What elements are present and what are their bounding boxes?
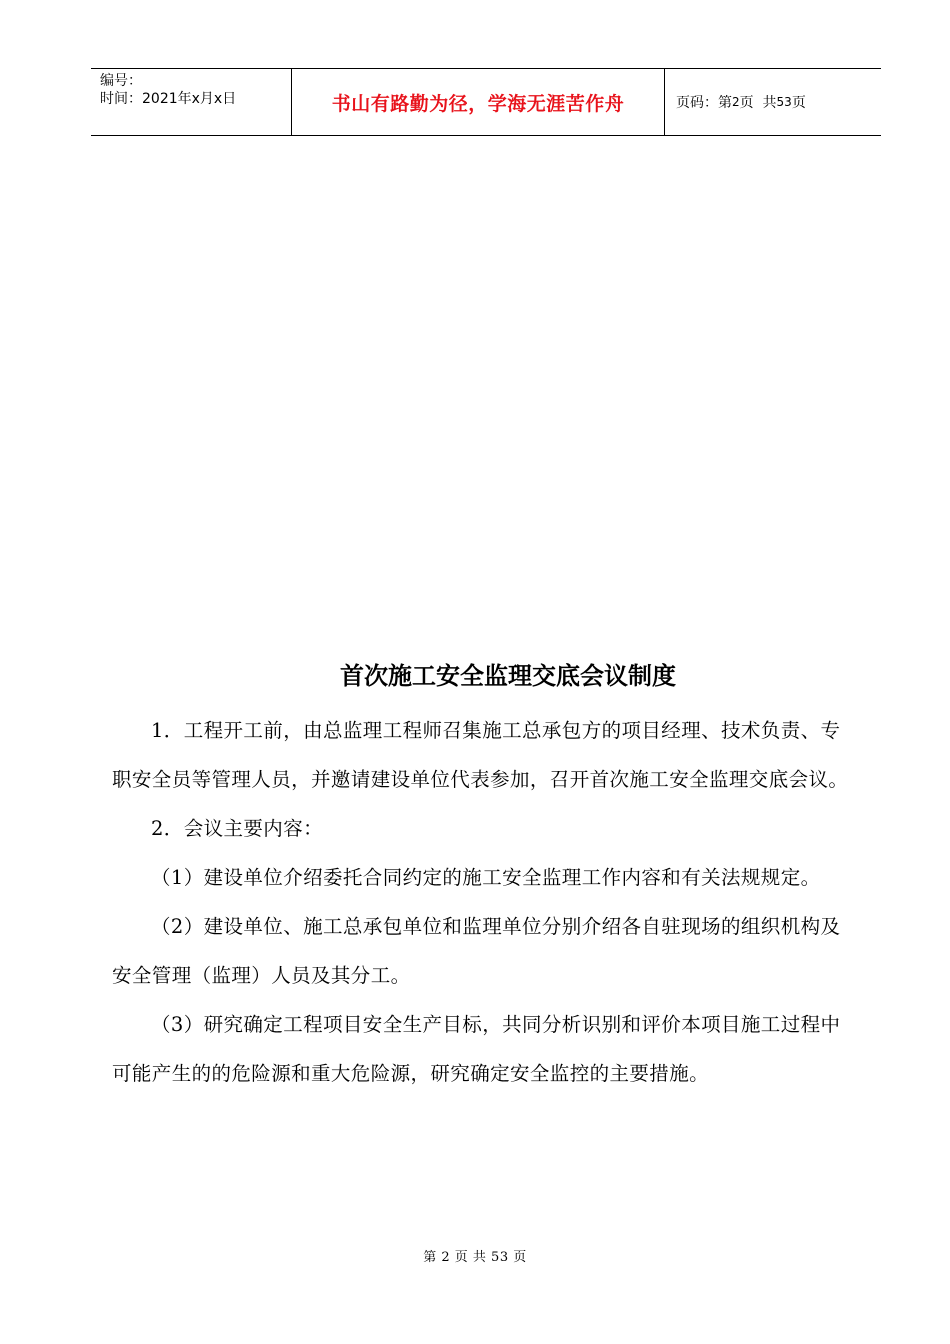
page-current: 2 bbox=[732, 95, 740, 109]
paragraph: （2）建设单位、施工总承包单位和监理单位分别介绍各自驻现场的组织机构及安全管理（监理）人员及其分工。 bbox=[112, 915, 841, 987]
header-page-info bbox=[665, 69, 881, 135]
page-mid: 页 共 bbox=[739, 95, 777, 111]
document-number-label: 编号： bbox=[100, 73, 142, 89]
header-meta bbox=[91, 69, 292, 135]
page-suffix: 页 bbox=[791, 95, 806, 111]
paragraph: （1）建设单位介绍委托合同约定的施工安全监理工作内容和有关法规规定。 bbox=[151, 866, 821, 889]
paragraph: 1．工程开工前，由总监理工程师召集施工总承包方的项目经理、技术负责、专职安全员等管理人员，并邀请建设单位代表参加，召开首次施工安全监理交底会议。 bbox=[112, 719, 849, 791]
document-body bbox=[112, 706, 860, 1098]
page-header bbox=[91, 68, 881, 136]
paragraph: （3）研究确定工程项目安全生产目标，共同分析识别和评价本项目施工过程中可能产生的的危险源和重大危险源，研究确定安全监控的主要措施。 bbox=[112, 1013, 841, 1085]
paragraph: 2．会议主要内容： bbox=[151, 817, 324, 840]
document-time-label: 时间：2021年x月x日 bbox=[100, 91, 237, 107]
page-prefix: 页码：第 bbox=[676, 95, 732, 111]
header-motto: 书山有路勤为径，学海无涯苦作舟 bbox=[292, 69, 665, 135]
page-total: 53 bbox=[776, 95, 792, 109]
document-title: 首次施工安全监理交底会议制度 bbox=[340, 662, 676, 690]
page-footer: 第 2 页 共 53 页 bbox=[423, 1250, 527, 1265]
